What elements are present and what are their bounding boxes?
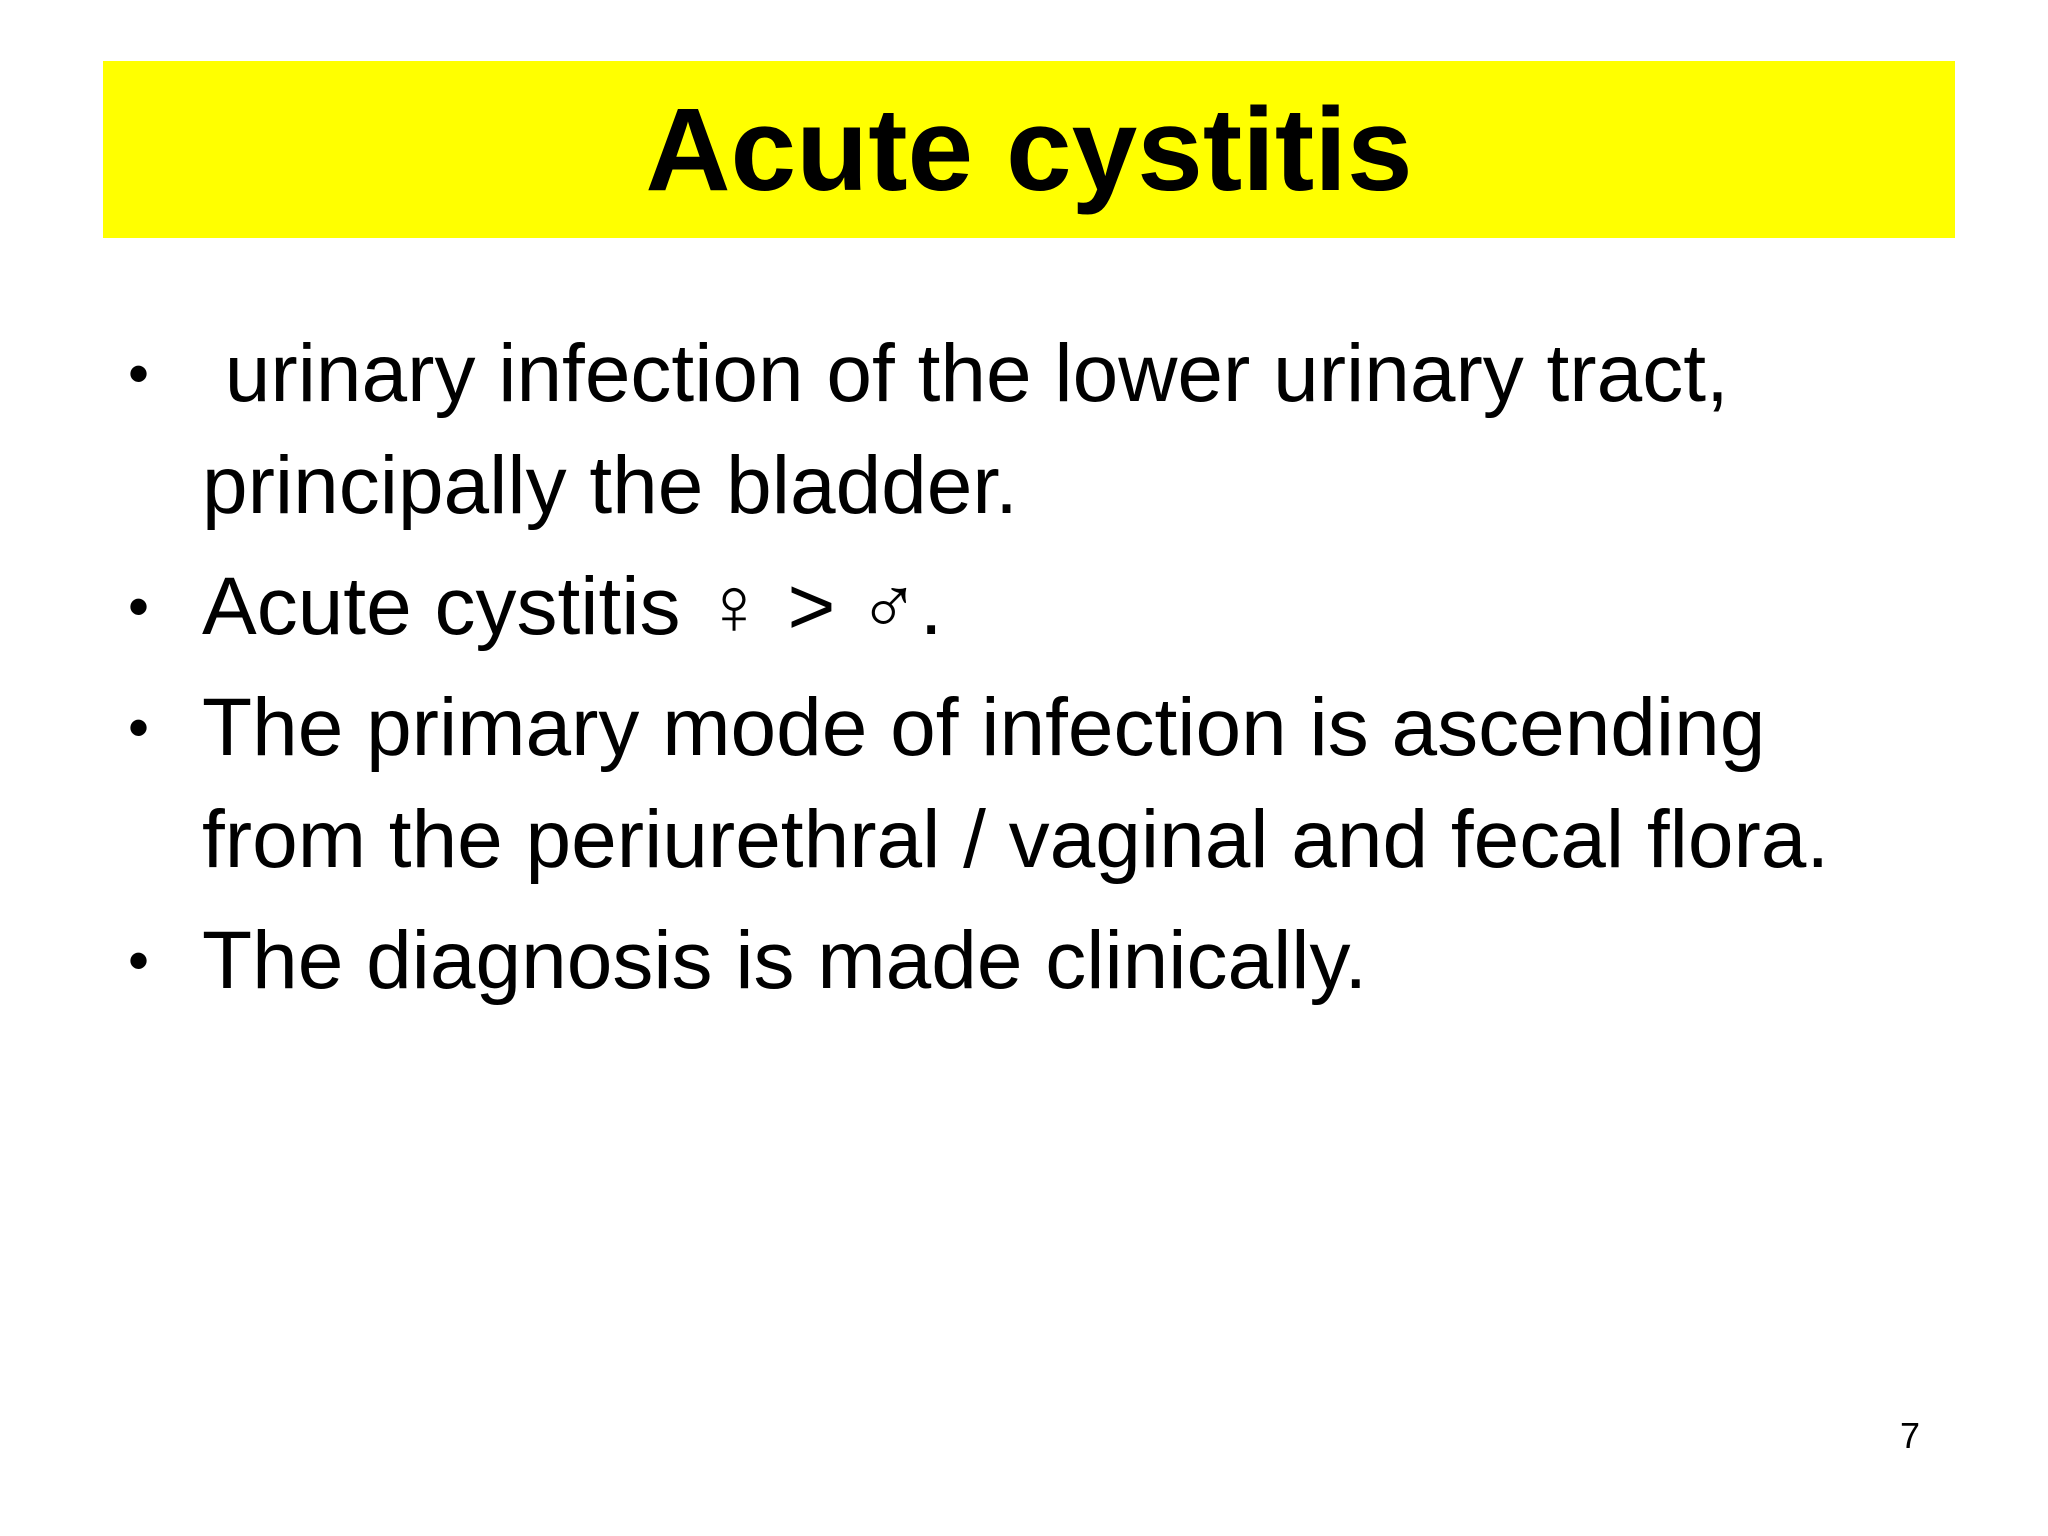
bullet-marker-icon: • xyxy=(128,694,150,761)
page-number: 7 xyxy=(1900,1415,1921,1456)
bullet-item-4 xyxy=(120,905,1920,1017)
bullet-marker-icon: • xyxy=(128,927,150,994)
slide-title: Acute cystitis xyxy=(645,83,1413,216)
bullet-marker-icon: • xyxy=(128,573,150,640)
bullet-item-1 xyxy=(120,318,1920,542)
bullet-text-4: The diagnosis is made clinically. xyxy=(202,915,1368,1006)
title-band xyxy=(103,61,1955,238)
bullet-list xyxy=(120,318,1920,1026)
bullet-item-2 xyxy=(120,551,1920,663)
bullet-text-3: The primary mode of infection is ascending from the periurethral / vaginal and fecal flora. xyxy=(202,682,1830,885)
bullet-item-3 xyxy=(120,672,1920,896)
bullet-marker-icon: • xyxy=(128,340,150,407)
bullet-text-2: Acute cystitis ♀ > ♂. xyxy=(202,561,943,652)
bullet-text-1: urinary infection of the lower urinary tract, principally the bladder. xyxy=(202,328,1752,531)
